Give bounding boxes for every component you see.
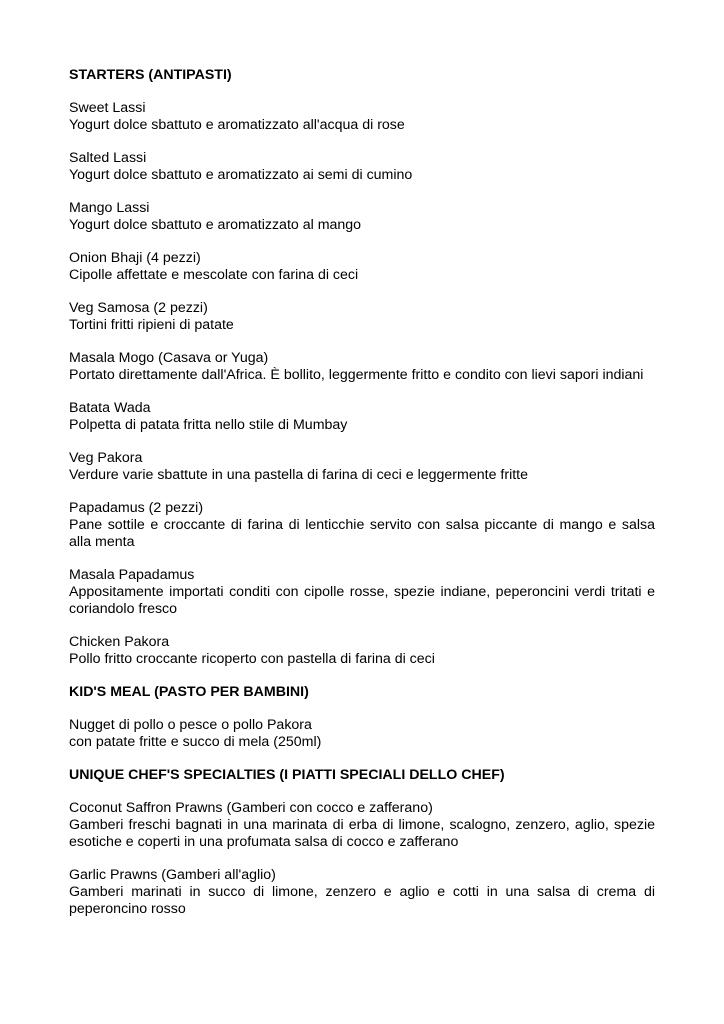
menu-item-name: Papadamus (2 pezzi) xyxy=(69,500,204,516)
menu-item-description: Verdure varie sbattute in una pastella di farina di ceci e leggermente fritte xyxy=(69,467,528,483)
menu-item-name: Masala Mogo (Casava or Yuga) xyxy=(69,350,269,366)
menu-item-description: Gamberi freschi bagnati in una marinata di erba di limone, scalogno, zenzero, aglio, spezie esotiche e coperti in una profumata salsa di cocco e zafferano xyxy=(69,817,655,850)
menu-content xyxy=(69,67,655,918)
menu-item xyxy=(69,500,655,551)
menu-item-description: con patate fritte e succo di mela (250ml) xyxy=(69,734,322,750)
menu-item-name: Onion Bhaji (4 pezzi) xyxy=(69,250,201,266)
menu-item xyxy=(69,450,655,484)
menu-item-description: Portato direttamente dall'Africa. È bollito, leggermente fritto e condito con lievi sapori indiani xyxy=(69,367,644,383)
menu-item xyxy=(69,867,655,918)
menu-item-name: Salted Lassi xyxy=(69,150,147,166)
menu-item-description: Cipolle affettate e mescolate con farina di ceci xyxy=(69,267,359,283)
menu-item-name: Sweet Lassi xyxy=(69,100,146,116)
menu-item-description: Polpetta di patata fritta nello stile di Mumbay xyxy=(69,417,348,433)
menu-item xyxy=(69,200,655,234)
menu-item-name: Veg Pakora xyxy=(69,450,143,466)
menu-item xyxy=(69,400,655,434)
menu-item-name: Chicken Pakora xyxy=(69,634,170,650)
menu-item-name: Nugget di pollo o pesce o pollo Pakora xyxy=(69,717,312,733)
menu-item xyxy=(69,800,655,851)
menu-item-name: Batata Wada xyxy=(69,400,151,416)
menu-item-description: Gamberi marinati in succo di limone, zenzero e aglio e cotti in una salsa di crema di peperoncino rosso xyxy=(69,884,655,917)
menu-item xyxy=(69,100,655,134)
menu-item-description: Pollo fritto croccante ricoperto con pastella di farina di ceci xyxy=(69,651,435,667)
menu-item xyxy=(69,634,655,668)
menu-page xyxy=(69,67,655,934)
section-heading: KID'S MEAL (PASTO PER BAMBINI) xyxy=(69,684,309,700)
menu-item xyxy=(69,150,655,184)
menu-item-description: Pane sottile e croccante di farina di lenticchie servito con salsa piccante di mango e salsa alla menta xyxy=(69,517,655,550)
menu-item xyxy=(69,300,655,334)
menu-item-description: Tortini fritti ripieni di patate xyxy=(69,317,234,333)
menu-item xyxy=(69,350,655,384)
menu-item-name: Coconut Saffron Prawns (Gamberi con cocco e zafferano) xyxy=(69,800,433,816)
menu-item-name: Veg Samosa (2 pezzi) xyxy=(69,300,208,316)
section-heading: STARTERS (ANTIPASTI) xyxy=(69,67,232,83)
menu-item xyxy=(69,567,655,618)
menu-item-description: Appositamente importati conditi con cipolle rosse, spezie indiane, peperoncini verdi tritati e coriandolo fresco xyxy=(69,584,655,617)
menu-item xyxy=(69,717,655,751)
menu-item-name: Garlic Prawns (Gamberi all'aglio) xyxy=(69,867,276,883)
section-heading: UNIQUE CHEF'S SPECIALTIES (I PIATTI SPECIALI DELLO CHEF) xyxy=(69,767,505,783)
menu-item-description: Yogurt dolce sbattuto e aromatizzato all'acqua di rose xyxy=(69,117,405,133)
menu-item-description: Yogurt dolce sbattuto e aromatizzato ai semi di cumino xyxy=(69,167,413,183)
menu-item-name: Mango Lassi xyxy=(69,200,150,216)
menu-item-name: Masala Papadamus xyxy=(69,567,195,583)
menu-item-description: Yogurt dolce sbattuto e aromatizzato al mango xyxy=(69,217,362,233)
menu-item xyxy=(69,250,655,284)
